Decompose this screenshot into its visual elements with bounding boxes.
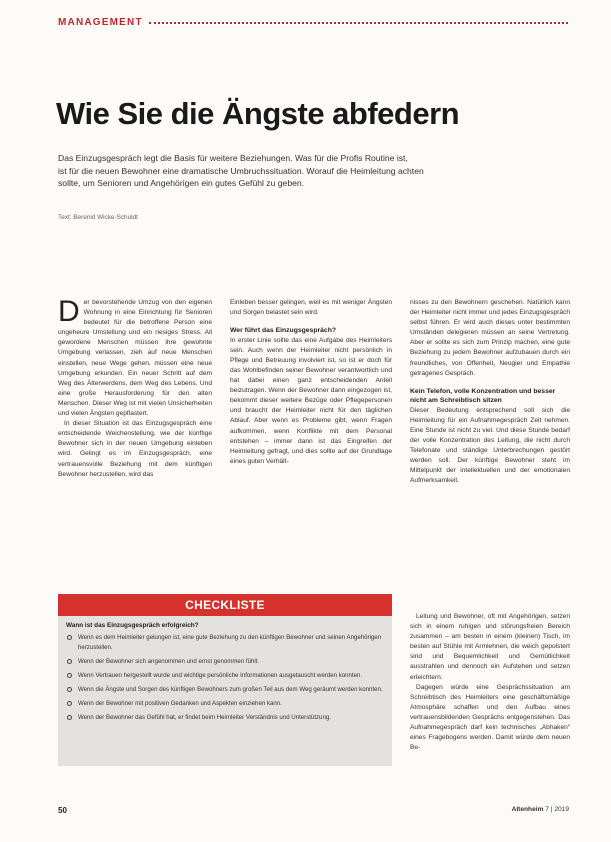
checklist-item-text: Wenn der Bewohner das Gefühl hat, er findet beim Heimleiter Verständnis und Unterstützung. bbox=[78, 714, 331, 721]
checklist-item-text: Wenn Vertrauen hergestellt wurde und wichtige persönliche Informationen ausgetauscht werden konnten. bbox=[78, 672, 363, 679]
checklist-question: Wann ist das Einzugsgespräch erfolgreich? bbox=[66, 622, 199, 629]
checklist-body bbox=[58, 616, 392, 766]
checklist-item-text: Wenn es dem Heimleiter gelungen ist, eine gute Beziehung zu den künftigen Bewohner und seinen Angehörigen herzustellen. bbox=[78, 634, 382, 651]
lead-line: ist für die neuen Bewohner eine dramatische Umbruchssituation. Worauf die Heimleitung achten bbox=[58, 165, 424, 176]
column-3 bbox=[410, 298, 570, 487]
checklist-item bbox=[66, 671, 384, 681]
checklist-items bbox=[66, 633, 384, 723]
paragraph: Dagegen würde eine Gesprächssituation am Schreibtisch des Heimleiters eine geschäftsmäßige Atmosphäre schaffen und den Aufbau eines vertrauensbildenden Gesprächs entgegenstehen. Das Aufnahmegespräch darf kein technisches „Abhaken“ eines Fragebogens werden. Damit würde dem neuen Be- bbox=[410, 683, 570, 752]
circle-bullet-icon bbox=[67, 635, 72, 640]
checklist-item-text: Wenn der Bewohner sich angenommen und ernst genommen fühlt. bbox=[78, 658, 260, 665]
drop-cap: D bbox=[58, 295, 80, 328]
paragraph: Leitung und Bewohner, oft mit Angehörigen, setzen sich in einem ruhigen und störungsfreien Bereich zusammen – am besten in einem (kleinen) Tisch, im besten auf Stühle mit Armlehnen, die weich gepolstert sind und Bequemlichkeit und Gemütlichkeit ausstrahlen und dennoch ein Aufstehen und setzen erleichtern. bbox=[410, 613, 570, 681]
checklist-item bbox=[66, 657, 384, 667]
checklist-box bbox=[58, 594, 392, 766]
checklist-item bbox=[66, 685, 384, 695]
circle-bullet-icon bbox=[67, 673, 72, 678]
checklist-item-text: Wenn die Ängste und Sorgen des künftigen Bewohners zum großen Teil aus dem Weg geräumt werden konnten. bbox=[78, 686, 383, 693]
paragraph-text: er bevorstehende Umzug von den eigenen Wohnung in eine Einrichtung für Senioren bedeutet für die betroffene Person eine ungeheure Umstellung und ein riesiges Stress. All gewordene Menschen müssen ihre gewohnte Umgebung verlassen, zieh auf neue Menschen einstellen, neue Wege gehen, müssen eine neue Umgebung erkunden. Ein neuer Schritt auf dem Weg des Älterwerdens, dem Weg des Lebens. Und eine große Herausforderung für den alten Menschen. Dieser Weg ist mit vielen Unsicherheiten und vielen Ängsten gepflastert. bbox=[58, 299, 212, 418]
lead-line: sollte, um Senioren und Angehörigen ein gutes Gefühl zu geben. bbox=[58, 178, 305, 188]
issue-number: 7 | 2019 bbox=[545, 806, 569, 813]
checklist-header bbox=[58, 594, 392, 616]
circle-bullet-icon bbox=[67, 701, 72, 706]
paragraph: In erster Linie sollte das eine Aufgabe des Heimleiters sein. Auch wenn der Heimleiter nicht persönlich in Pflege und Betreuung involviert ist, so ist er doch für das Wohlbefinden seiner Bewohner verantwortlich und hat dabei einen ganz entscheidenden Anteil beizutragen. Wenn der Bewohner dann eingezogen ist, bekommt dieser weitere Bezüge oder Pflegepersonen und braucht der Heimleiter nicht für den täglichen Ablauf. Aber wenn es Probleme gibt, wenn Fragen aufkommen, wenn Konflikte mit dem Personal entstehen – immer dann ist das Eingreifen der Heimleitung gefragt, und dies sollte auf der Grundlage eines guten Verhält- bbox=[230, 336, 392, 465]
circle-bullet-icon bbox=[67, 687, 72, 692]
page-number: 50 bbox=[58, 806, 67, 815]
checklist-item bbox=[66, 699, 384, 709]
dotted-rule bbox=[149, 22, 568, 24]
checklist-title: CHECKLISTE bbox=[185, 598, 265, 612]
section-label: MANAGEMENT bbox=[58, 16, 143, 28]
article-lead bbox=[58, 152, 528, 190]
byline: Text: Berenid Wicke-Schuldt bbox=[58, 214, 138, 221]
subheading: Wer führt das Einzugsgespräch? bbox=[230, 327, 336, 335]
paragraph: Einleben besser gelingen, weil es mit weniger Ängsten und Sorgen belastet sein wird. bbox=[230, 299, 392, 317]
checklist-item bbox=[66, 633, 384, 653]
checklist-item bbox=[66, 713, 384, 723]
circle-bullet-icon bbox=[67, 715, 72, 720]
paragraph: In dieser Situation ist das Einzugsgespräch eine entscheidende Weichenstellung, wie der künftige Bewohner sich in der neuen Umgebung einleben wird. Gelingt es im Einzugsgespräch, eine vertrauensvolle Beziehung mit dem künftigen Bewohner herzustellen, wird das bbox=[58, 420, 212, 478]
column-2 bbox=[230, 298, 392, 467]
column-1 bbox=[58, 295, 212, 480]
subheading: Kein Telefon, volle Konzentration und besser nicht am Schreibtisch sitzen bbox=[410, 387, 556, 405]
lead-line: Das Einzugsgespräch legt die Basis für weitere Beziehungen. Was für die Profis Routine ist, bbox=[58, 153, 408, 163]
paragraph: nisses zu den Bewohnern geschehen. Natürlich kann der Heimleiter nicht immer und jedes Einzugsgespräch selbst führen. Er wird auch dieses unter bestimmten Umständen delegieren müssen an seine Vertretung. Aber er sollte es sich zum Prinzip machen, eine gute Beziehung zu jedem Bewohner aufzubauen durch ein freundliches, von Offenheit, Neugier und Empathie getragenes Gespräch. bbox=[410, 299, 570, 377]
column-3-continued bbox=[410, 612, 570, 753]
paragraph bbox=[58, 295, 212, 419]
circle-bullet-icon bbox=[67, 659, 72, 664]
checklist-item-text: Wenn der Bewohner mit positiven Gedanken und Aspekten einziehen kann. bbox=[78, 700, 282, 707]
publication-footer bbox=[512, 806, 569, 813]
section-header bbox=[58, 14, 568, 30]
publication-name: Altenheim bbox=[511, 806, 544, 813]
paragraph: Dieser Bedeutung entsprechend soll sich die Heimleitung für ein Aufnahmegespräch Zeit nehmen. Eine Stunde ist nicht zu viel. Und diese Stunde bedarf der volle Konzentration des Leitung, die nicht durch Telefonate und ständige Unterbrechungen gestört werden soll. Der künftige Bewohner steht im Mittelpunkt der intellektuellen und der emotionalen Aufmerksamkeit. bbox=[410, 406, 570, 485]
article-title: Wie Sie die Ängste abfedern bbox=[56, 96, 460, 131]
